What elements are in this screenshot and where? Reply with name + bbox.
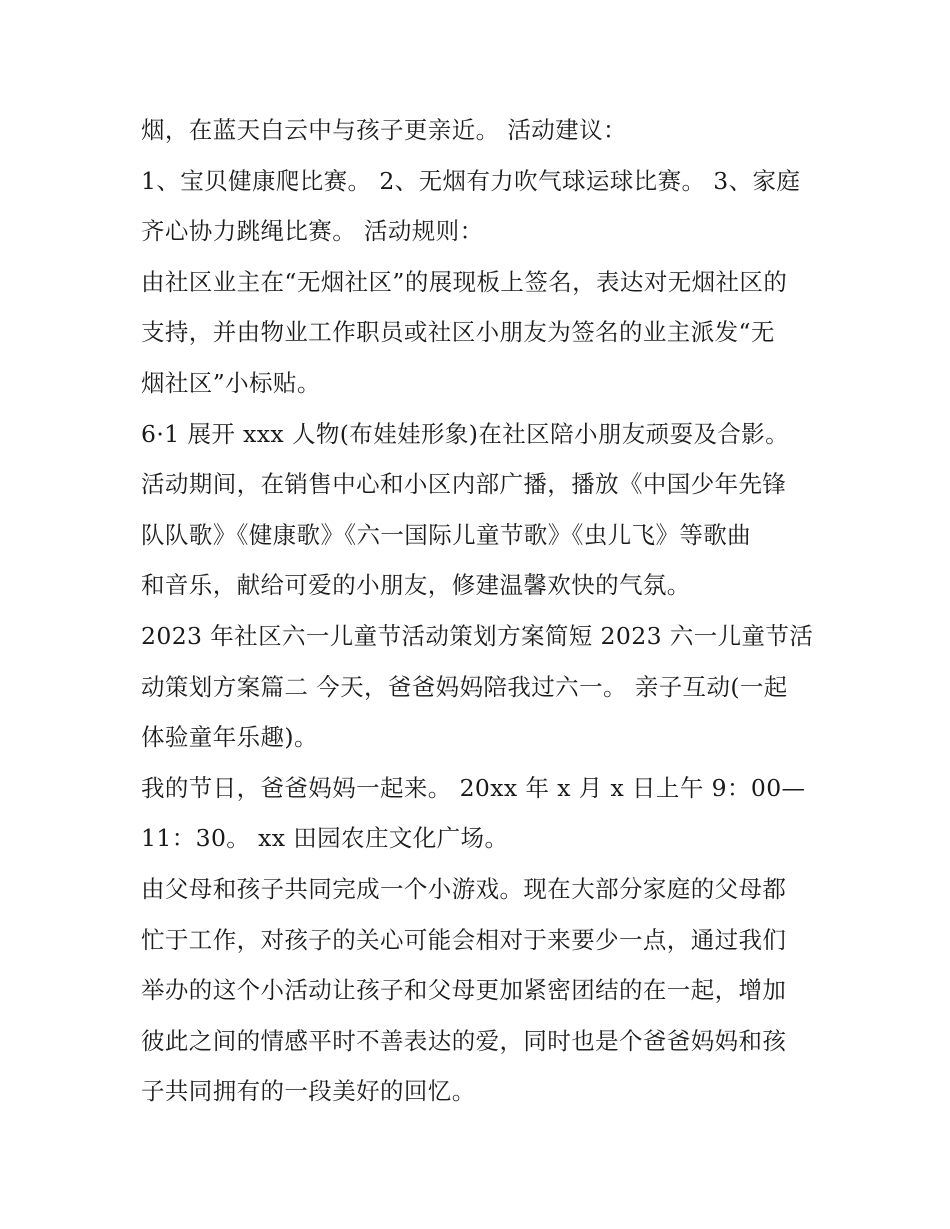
text-line: 支持，并由物业工作职员或社区小朋友为签名的业主派发“无	[141, 318, 775, 347]
text-line: 动策划方案篇二 今天，爸爸妈妈陪我过六一。 亲子互动(一起	[141, 672, 788, 701]
text-line: 1、宝贝健康爬比赛。 2、无烟有力吹气球运球比赛。 3、家庭	[141, 166, 801, 195]
text-line: 6·1 展开 xxx 人物(布娃娃形象)在社区陪小朋友顽耍及合影。	[141, 419, 790, 448]
text-line: 齐心协力跳绳比赛。 活动规则：	[141, 217, 484, 246]
text-line: 由父母和孩子共同完成一个小游戏。现在大部分家庭的父母都	[141, 874, 787, 903]
text-line: 11：30。 xx 田园农庄文化广场。	[141, 824, 509, 853]
text-line: 我的节日，爸爸妈妈一起来。 20xx 年 x 月 x 日上午 9：00—	[141, 773, 806, 802]
text-line: 和音乐，献给可爱的小朋友，修建温馨欢快的气氛。	[141, 571, 691, 600]
text-line: 忙于工作，对孩子的关心可能会相对于来要少一点，通过我们	[141, 925, 787, 954]
text-line: 举办的这个小活动让孩子和父母更加紧密团结的在一起，增加	[141, 976, 787, 1005]
text-line: 子共同拥有的一段美好的回忆。	[141, 1077, 476, 1106]
text-line: 体验童年乐趣)。	[141, 723, 318, 752]
text-line: 烟，在蓝天白云中与孩子更亲近。 活动建议：	[141, 116, 627, 144]
text-line: 2023 年社区六一儿童节活动策划方案简短 2023 六一儿童节活	[141, 621, 814, 650]
text-line: 活动期间，在销售中心和小区内部广播，播放《中国少年先锋	[141, 470, 787, 499]
text-line: 由社区业主在“无烟社区”的展现板上签名，表达对无烟社区的	[141, 267, 788, 296]
text-line: 烟社区”小标贴。	[141, 368, 321, 397]
text-line: 彼此之间的情感平时不善表达的爱，同时也是个爸爸妈妈和孩	[141, 1026, 787, 1055]
document-body	[141, 105, 813, 1117]
text-line: 队队歌》《健康歌》《六一国际儿童节歌》《虫儿飞》等歌曲	[141, 520, 752, 549]
